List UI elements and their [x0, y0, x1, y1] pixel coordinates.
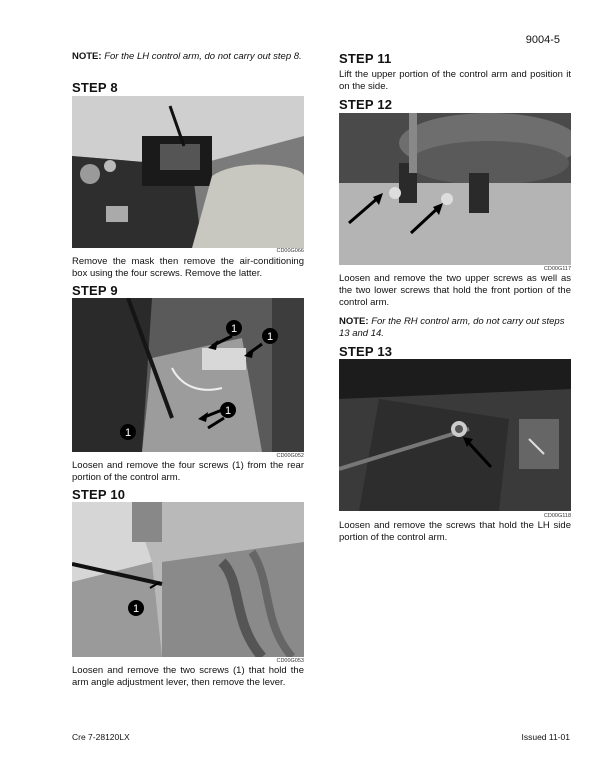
callout-1c: 1 [224, 405, 232, 417]
step-13-code: CD00G118 [543, 513, 571, 519]
note-rh [339, 316, 571, 340]
footer-issued: Issued 11-01 [521, 732, 570, 742]
note-label: NOTE: [339, 316, 369, 327]
callout-1d: 1 [124, 427, 132, 439]
step-10-photo [72, 502, 304, 657]
step-10-caption: Loosen and remove the two screws (1) that hold the arm angle adjustment lever, then remove the lever. [72, 665, 304, 688]
step-10-code: CD00G053 [276, 658, 304, 664]
footer-doc-id: Cre 7-28120LX [72, 732, 130, 742]
callout-1a: 1 [230, 323, 238, 335]
callout-1: 1 [132, 603, 140, 615]
step-9-photo [72, 298, 304, 452]
step-12-title: STEP 12 [339, 97, 393, 112]
step-11-title: STEP 11 [339, 51, 392, 66]
step-8-caption: Remove the mask then remove the air-conditioning box using the four screws. Remove the latter. [72, 256, 304, 279]
step-9-caption: Loosen and remove the four screws (1) from the rear portion of the control arm. [72, 460, 304, 483]
step-12-code: CD00G117 [543, 266, 571, 272]
step-13-title: STEP 13 [339, 344, 393, 359]
step-8-photo [72, 96, 304, 248]
step-13-caption: Loosen and remove the screws that hold the LH side portion of the control arm. [339, 520, 571, 543]
step-12-photo [339, 113, 571, 265]
step-13-photo [339, 359, 571, 511]
step-9-code: CD00G052 [276, 453, 304, 459]
note-text: For the RH control arm, do not carry out steps 13 and 14. [339, 316, 565, 339]
step-9-title: STEP 9 [72, 283, 118, 298]
note-label: NOTE: [72, 51, 102, 62]
step-10-title: STEP 10 [72, 487, 126, 502]
page-number: 9004-5 [525, 34, 560, 46]
step-12-caption: Loosen and remove the two upper screws as well as the two lower screws that hold the front portion of the control arm. [339, 273, 571, 308]
step-8-title: STEP 8 [72, 80, 118, 95]
note-lh [72, 51, 304, 63]
step-11-caption: Lift the upper portion of the control arm and position it on the side. [339, 69, 571, 92]
note-text: For the LH control arm, do not carry out step 8. [104, 51, 302, 62]
callout-1b: 1 [266, 331, 274, 343]
step-8-code: CD00G066 [276, 248, 304, 254]
